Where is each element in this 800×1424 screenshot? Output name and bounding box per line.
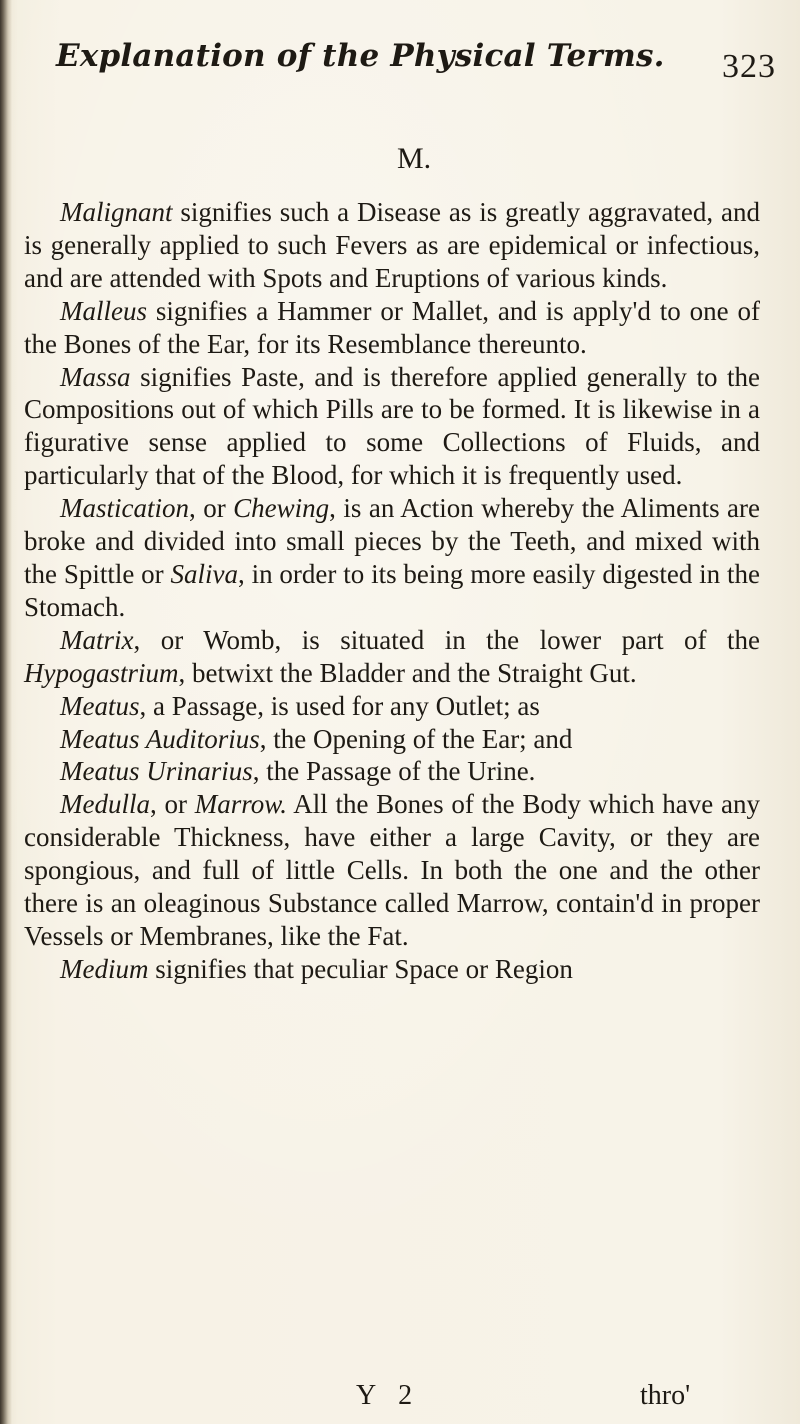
entry-text: All the Bones of the Body which have any considerable Thickness, have either a large Cavity, or they are spongious, and full of little Cells. In both the one and the other there is an oleaginous Substance called Marrow, contain'd in proper Vessels or Membranes, like the Fat. [24, 789, 760, 951]
running-title: Explanation of the Physical Terms. [56, 38, 665, 74]
entry-text: , or Womb, is situated in the lower part of the [133, 624, 760, 655]
entry-medium [24, 953, 760, 986]
entry-text: , betwixt the Bladder and the Straight Gut. [178, 657, 637, 688]
entry-term: Mastication [60, 493, 189, 524]
entry-term: Matrix [60, 624, 134, 655]
entry-term: Malleus [60, 295, 147, 326]
entry-term-alt: Chewing [233, 493, 330, 524]
entry-text: , in order to its being more easily digested in the Stomach. [24, 558, 760, 622]
entry-term-alt: Marrow. [194, 789, 287, 820]
entry-meatus-urinarius [24, 755, 760, 788]
entry-text: , or [149, 789, 195, 820]
page-footer [0, 1380, 800, 1420]
entry-massa [24, 361, 760, 493]
entry-term: Massa [60, 361, 131, 392]
glossary-body [24, 196, 760, 986]
entry-matrix [24, 624, 760, 690]
entry-text: , the Opening of the Ear; and [259, 723, 573, 754]
entry-term: Meatus [60, 690, 140, 721]
entry-mastication [24, 492, 760, 624]
entry-text: signifies a Hammer or Mallet, and is apply'd to one of the Bones of the Ear, for its Resemblance thereunto. [24, 295, 760, 359]
entry-term-alt: Saliva [170, 558, 238, 589]
entry-term: Medulla [60, 789, 150, 820]
entry-malleus [24, 295, 760, 361]
entry-text: , a Passage, is used for any Outlet; as [139, 690, 540, 721]
entry-text: signifies that peculiar Space or Region [148, 953, 573, 984]
page-gutter [0, 0, 12, 1424]
entry-text: , is an Action whereby the Aliments are broke and divided into small pieces by the Teeth, and mixed with the Spittle or [24, 493, 760, 589]
entry-meatus-auditorius [24, 723, 760, 756]
entry-term: Meatus Urinarius [60, 756, 253, 787]
entry-term: Malignant [60, 197, 173, 227]
entry-term-alt: Hypogastrium [24, 657, 179, 688]
page-number: 323 [722, 48, 776, 85]
entry-text: signifies Paste, and is therefore applied generally to the Compositions out of which Pills are to be formed. It is likewise in a figurative sense applied to some Collections of Fluids, and particularly that of the Blood, for which it is frequently used. [24, 361, 760, 491]
entry-meatus [24, 690, 760, 723]
catchword: thro' [640, 1380, 691, 1411]
entry-medulla [24, 788, 760, 953]
section-letter: M. [397, 142, 432, 175]
entry-text: , the Passage of the Urine. [252, 756, 536, 787]
entry-malignant [24, 196, 760, 295]
entry-text: , or [189, 493, 234, 524]
entry-text: signifies such a Disease as is greatly aggravated, and is generally applied to such Fevers as are epidemical or infectious, and are attended with Spots and Eruptions of various kinds. [24, 197, 760, 293]
page-header [56, 38, 776, 98]
signature-mark: Y 2 [356, 1380, 421, 1411]
entry-term: Meatus Auditorius [60, 723, 260, 754]
entry-term: Medium [60, 953, 149, 984]
